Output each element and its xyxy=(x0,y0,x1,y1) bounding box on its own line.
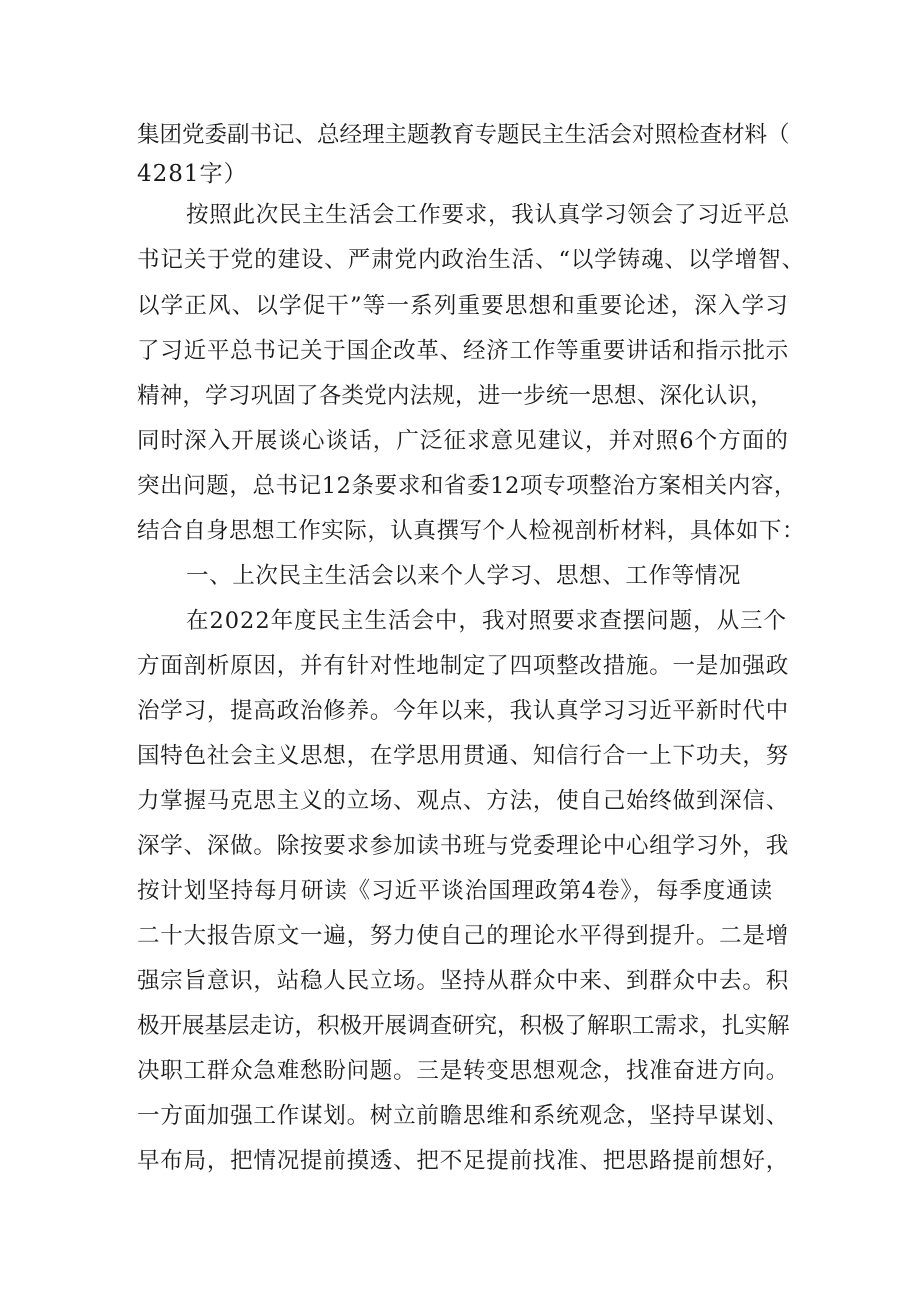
paragraph-line: 方面剖析原因，并有针对性地制定了四项整改措施。一是加强政 xyxy=(137,653,789,679)
paragraph-line: 突出问题，总书记12条要求和省委12项专项整治方案相关内容， xyxy=(137,473,797,499)
document-title-line-2: 4281字） xyxy=(137,161,248,187)
paragraph-line: 以学正风、以学促干”等一系列重要思想和重要论述，深入学习 xyxy=(137,293,789,319)
paragraph-line: 精神，学习巩固了各类党内法规，进一步统一思想、深化认识， xyxy=(137,383,773,409)
paragraph-line: 二十大报告原文一遍，努力使自己的理论水平得到提升。二是增 xyxy=(137,923,789,949)
paragraph-line: 按计划坚持每月研读《习近平谈治国理政第4卷》，每季度通读 xyxy=(137,878,773,904)
paragraph-line: 治学习，提高政治修养。今年以来，我认真学习习近平新时代中 xyxy=(137,698,789,724)
paragraph-line: 强宗旨意识，站稳人民立场。坚持从群众中来、到群众中去。积 xyxy=(137,968,789,994)
paragraph-line: 按照此次民主生活会工作要求，我认真学习领会了习近平总 xyxy=(186,202,790,228)
paragraph-line: 力掌握马克思主义的立场、观点、方法，使自己始终做到深信、 xyxy=(137,788,789,814)
paragraph-line: 早布局，把情况提前摸透、把不足提前找准、把思路提前想好， xyxy=(137,1148,789,1174)
paragraph-line: 国特色社会主义思想，在学思用贯通、知信行合一上下功夫，努 xyxy=(137,743,789,769)
paragraph-line: 书记关于党的建设、严肃党内政治生活、“以学铸魂、以学增智、 xyxy=(137,247,805,273)
document-title-line-1: 集团党委副书记、总经理主题教育专题民主生活会对照检查材料（ xyxy=(137,122,790,148)
section-heading: 一、上次民主生活会以来个人学习、思想、工作等情况 xyxy=(186,563,741,589)
paragraph-line: 结合自身思想工作实际，认真撰写个人检视剖析材料，具体如下： xyxy=(137,518,805,544)
paragraph-line: 一方面加强工作谋划。树立前瞻思维和系统观念，坚持早谋划、 xyxy=(137,1103,789,1129)
paragraph-line: 极开展基层走访，积极开展调查研究，积极了解职工需求，扎实解 xyxy=(137,1013,790,1039)
paragraph-line: 了习近平总书记关于国企改革、经济工作等重要讲话和指示批示 xyxy=(137,338,789,364)
paragraph-line: 深学、深做。除按要求参加读书班与党委理论中心组学习外，我 xyxy=(137,833,789,859)
paragraph-line: 在2022年度民主生活会中，我对照要求查摆问题，从三个 xyxy=(186,608,787,634)
paragraph-line: 决职工群众急难愁盼问题。三是转变思想观念，找准奋进方向。 xyxy=(137,1058,789,1084)
paragraph-line: 同时深入开展谈心谈话，广泛征求意见建议，并对照6个方面的 xyxy=(137,428,789,454)
